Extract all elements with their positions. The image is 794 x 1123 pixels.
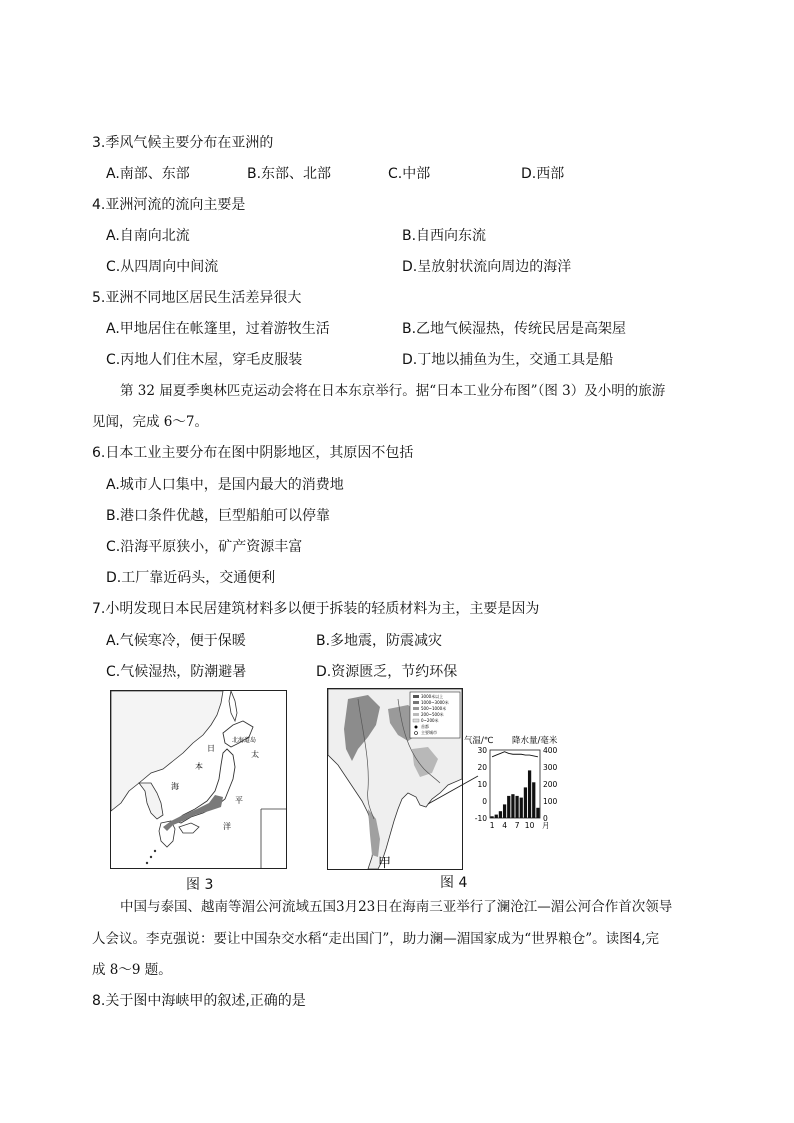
label-tai: 太	[251, 750, 259, 759]
temp-tick-label: -10	[474, 814, 487, 823]
label-ri: 日	[207, 744, 215, 753]
svg-text:主要城市: 主要城市	[421, 730, 437, 735]
q6-option-a: A.城市人口集中，是国内最大的消费地	[106, 477, 344, 493]
q7-option-a: A.气候寒冷，便于保暖	[106, 633, 246, 649]
q5-option-c: C.丙地人们住木屋，穿毛皮服装	[106, 352, 303, 368]
q4-stem: 4.亚洲河流的流向主要是	[92, 197, 246, 213]
temp-tick-label: 30	[477, 746, 487, 755]
q6-option-b: B.港口条件优越，巨型船舶可以停靠	[106, 508, 331, 524]
q4-option-b: B.自西向东流	[402, 228, 487, 244]
korea-peninsula	[139, 783, 163, 819]
precip-tick-label: 0	[543, 814, 548, 823]
shikoku-island	[179, 823, 199, 833]
month-tick-label: 7	[514, 821, 520, 830]
precip-bar	[503, 804, 506, 818]
temp-tick-label: 0	[482, 797, 487, 806]
q5-stem: 5.亚洲不同地区居民生活差异很大	[92, 290, 302, 306]
precip-bar	[490, 816, 493, 818]
q3-option-d: D.西部	[521, 166, 565, 182]
month-ticks	[490, 821, 550, 830]
svg-text:3000米以上: 3000米以上	[421, 694, 444, 699]
label-yang: 洋	[223, 822, 231, 831]
temperature-line	[492, 752, 538, 757]
precip-axis-label: 降水量/毫米	[512, 736, 558, 746]
sakhalin-island	[229, 691, 237, 721]
precip-bar	[524, 787, 527, 818]
precip-bar	[528, 770, 531, 818]
figure-3-japan-map	[110, 690, 287, 869]
passage2-line2: 人会议。李克强说：要让中国杂交水稻“走出国门”，助力澜—湄国家成为“世界粮仓”。读图4,完	[92, 931, 659, 947]
month-tick-label: 10	[524, 821, 535, 830]
q4-option-a: A.自南向北流	[106, 228, 190, 244]
passage2-line3: 成 8～9 题。	[92, 962, 172, 978]
temp-ticks	[475, 746, 487, 823]
q6-stem: 6.日本工业主要分布在图中阴影地区，其原因不包括	[92, 445, 414, 461]
temp-axis-label: 气温/℃	[464, 736, 494, 746]
q3-option-a: A.南部、东部	[106, 166, 190, 182]
q7-stem: 7.小明发现日本民居建筑材料多以便于拆装的轻质材料为主，主要是因为	[92, 601, 540, 617]
precip-bar	[495, 815, 498, 818]
precip-bar	[499, 811, 502, 818]
q5-option-a: A.甲地居住在帐篷里，过着游牧生活	[106, 321, 330, 337]
q3-stem: 3.季风气候主要分布在亚洲的	[92, 135, 274, 151]
svg-text:500~1000米: 500~1000米	[421, 706, 447, 711]
label-hai: 海	[171, 782, 179, 791]
climate-chart	[462, 733, 580, 833]
q7-option-c: C.气候湿热，防潮避暑	[106, 664, 247, 680]
strait-jia-label: 甲	[378, 856, 392, 869]
svg-text:1000~3000米: 1000~3000米	[421, 700, 449, 705]
month-tick-label: 1	[489, 821, 495, 830]
q8-stem: 8.关于图中海峡甲的叙述,正确的是	[92, 993, 306, 1009]
precip-bar	[515, 796, 518, 818]
label-ben: 本	[195, 762, 203, 771]
precip-bar	[511, 794, 514, 818]
month-tick-label: 月	[542, 821, 550, 830]
temp-tick-label: 20	[477, 763, 487, 772]
svg-text:首都: 首都	[421, 724, 429, 729]
label-hokkaido: 北海道岛	[232, 737, 257, 744]
q6-option-c: C.沿海平原狭小，矿产资源丰富	[106, 539, 303, 555]
month-tick-label: 4	[502, 821, 507, 830]
svg-text:200~500米: 200~500米	[421, 712, 444, 717]
q5-option-d: D.丁地以捕鱼为生，交通工具是船	[402, 352, 614, 368]
q7-option-b: B.多地震，防震减灾	[316, 633, 443, 649]
passage2-line1: 中国与泰国、越南等湄公河流域五国3月23日在海南三亚举行了澜沧江—湄公河合作首次领导	[120, 899, 673, 915]
q3-option-b: B.东部、北部	[247, 166, 332, 182]
svg-text:0~200米: 0~200米	[421, 718, 439, 723]
q3-option-c: C.中部	[388, 166, 431, 182]
precip-tick-label: 200	[543, 780, 558, 789]
q4-option-c: C.从四周向中间流	[106, 259, 219, 275]
precip-bar	[507, 796, 510, 818]
precip-tick-label: 400	[543, 746, 558, 755]
passage1-line2: 见闻，完成 6～7。	[92, 414, 208, 430]
precip-bars	[490, 770, 539, 818]
precip-tick-label: 300	[543, 763, 558, 772]
q4-option-d: D.呈放射状流向周边的海洋	[402, 259, 572, 275]
precip-tick-label: 100	[543, 797, 558, 806]
precip-ticks	[543, 746, 558, 823]
precip-bar	[536, 808, 539, 818]
q5-option-b: B.乙地气候湿热，传统民居是高架屋	[402, 321, 627, 337]
q7-option-d: D.资源匮乏，节约环保	[316, 664, 458, 680]
passage1-line1: 第 32 届夏季奥林匹克运动会将在日本东京举行。据“日本工业分布图”（图 3）及小明的旅游	[120, 383, 666, 399]
japan-map-svg	[111, 691, 286, 868]
temp-tick-label: 10	[477, 780, 487, 789]
figure-3-caption: 图 3	[186, 877, 214, 893]
q6-option-d: D.工厂靠近码头，交通便利	[106, 570, 276, 586]
precip-bar	[520, 798, 523, 818]
figure-4-caption: 图 4	[440, 875, 468, 891]
precip-bar	[532, 782, 535, 818]
inset-frame	[261, 809, 286, 868]
label-ping: 平	[235, 796, 243, 805]
